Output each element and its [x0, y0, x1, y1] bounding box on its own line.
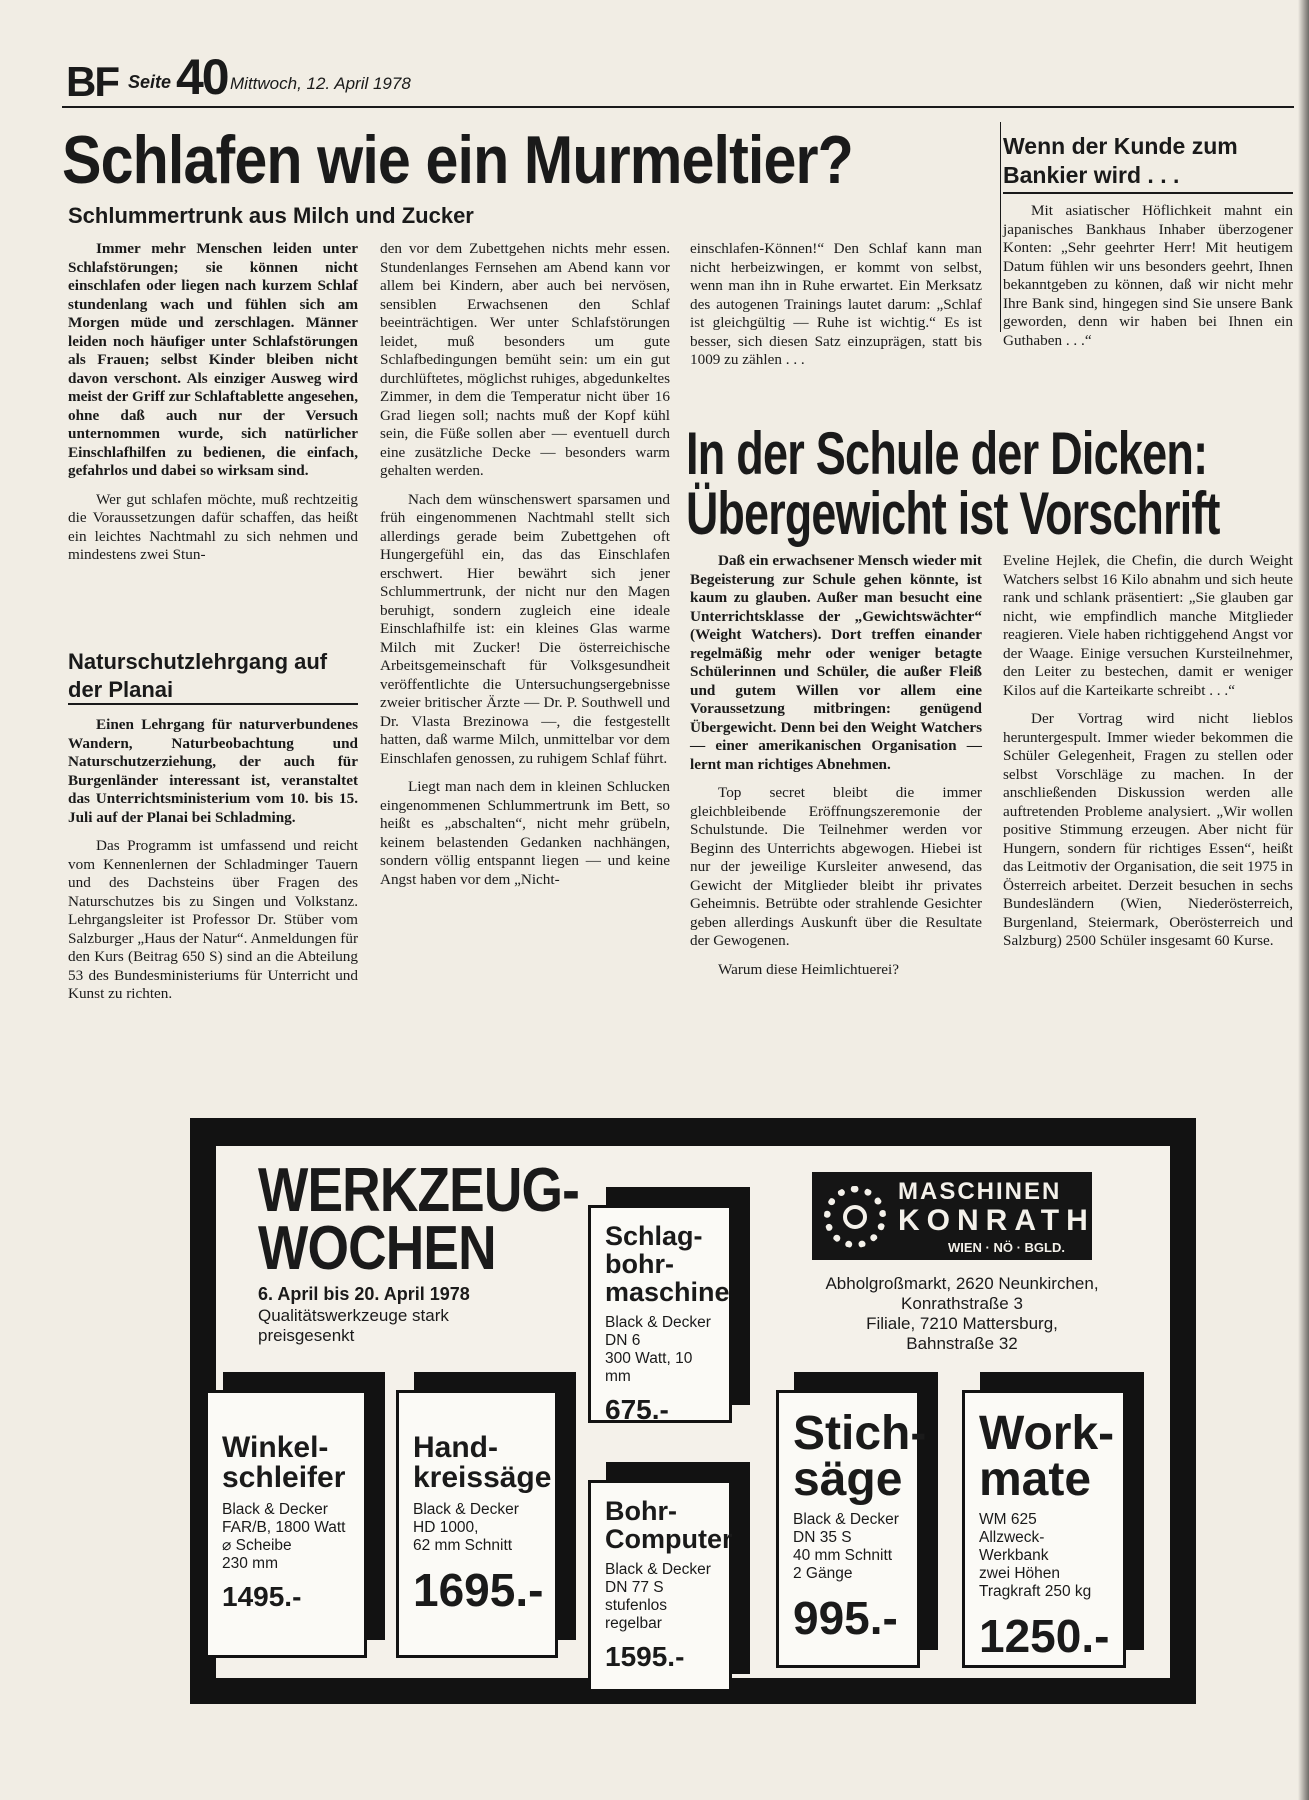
product-bohrcomputer: [588, 1480, 732, 1692]
product-handkreissaege: [396, 1390, 558, 1658]
page-label: Seite: [128, 72, 172, 92]
article-paragraph: Nach dem wünschenswert sparsamen und früh eingenommenen Nachtmahl stellt sich allerdings gerade beim Zubettgehen oft Hungergefühl ein, das das Einschlafen erschwert. Hier bewährt sich jener Schlummertrunk, der nicht nur den Magen beruhigt, sondern zugleich eine ideale Einschlafhilfe ist: ein kleines Glas warme Milch mit Zucker! Die österreichische Arbeitsgemeinschaft für Volksgesundheit veröffentlichte die Untersuchungsergebnisse zweier britischer Ärzte — Dr. P. Southwell und Dr. Vlasta Brezinowa —, die festgestellt hatten, daß warme Milch, unmittelbar vor dem Einschlafen genossen, zu ruhigem Schlaf führt.: [380, 490, 670, 767]
weight-headline-line2: Übergewicht ist Vorschrift: [686, 480, 1220, 547]
product-desc: Black & Decker DN 6 300 Watt, 10 mm: [605, 1314, 711, 1385]
article-paragraph: Liegt man nach dem in kleinen Schlucken eingenommenen Schlummertrunk im Bett, so heißt es „abschalten“, nicht mehr grübeln, keinem belastenden Gedanken nachhängen, sondern völlig entspannt liegen — und keine Angst haben vor dem „Nicht-: [380, 778, 670, 888]
konrath-logo: [812, 1172, 1095, 1260]
newspaper-brand: BF: [66, 58, 118, 105]
masthead-rule: [62, 106, 1294, 108]
article-paragraph: Das Programm ist umfassend und reicht vom Kennenlernen der Schladminger Tauern und des Dachsteins über Fragen des Naturschutzes bis zu Singen und Volkstanz. Lehrgangsleiter ist Professor Dr. Stüber vom Salzburger „Haus der Natur“. Anmeldungen für den Kurs (Beitrag 650 S) sind an die Abteilung 53 des Bundesministeriums für Unterricht und Kunst zu richten.: [68, 837, 358, 1002]
weight-headline-line1: In der Schule der Dicken:: [686, 420, 1208, 487]
article-column-2: [380, 240, 670, 889]
product-workmate: [962, 1390, 1126, 1668]
issue-date: Mittwoch, 12. April 1978: [230, 74, 411, 93]
product-stichsaege: [776, 1390, 927, 1668]
section-rule: [1003, 192, 1293, 194]
product-name: Stich- säge: [793, 1407, 927, 1506]
ad-dates: 6. April bis 20. April 1978: [258, 1284, 470, 1304]
article-column-3: [690, 240, 982, 370]
article-paragraph: den vor dem Zubettgehen nichts mehr essen. Stundenlanges Fernsehen am Abend kann vor allem bei Kindern, aber auch bei nervösen, sensiblen Erwachsenen den Schlaf beeinträchtigen. Wer unter Schlafstörungen leidet, muß besonders um gute Schlafbedingungen bemüht sein: um ein gut durchlüftetes, möglichst ruhiges, abgedunkeltes Zimmer, in dem die Temperatur nicht über 16 Grad liegen soll; nachts muß der Kopf kühl sein, die Füße sollen aber — eventuell durch eine zusätzliche Decke — besonders warm gehalten werden.: [380, 240, 670, 479]
weight-column-2: [1003, 552, 1293, 951]
logo-top: MASCHINEN: [898, 1178, 1062, 1205]
product-price: 1250.-: [979, 1610, 1110, 1662]
article-paragraph: Warum diese Heimlichtuerei?: [718, 960, 899, 978]
logo-sub: WIEN · NÖ · BGLD.: [948, 1240, 1065, 1255]
article-subhead: Schlummertrunk aus Milch und Zucker: [68, 203, 474, 228]
product-desc: Black & Decker HD 1000, 62 mm Schnitt: [413, 1501, 519, 1554]
article-lead: Daß ein erwachsener Mensch wieder mit Begeisterung zur Schule gehen könnte, ist kaum zu glauben. Außer man besucht eine Unterrichtsklasse der „Gewichtswächter“ (Weight Watchers). Dort treffen einander regelmäßig mehr oder weniger betagte Schülerinnen und Schüler, die außer Fleiß und gutem Willen vor allem eine Voraussetzung mitbringen: genügend Übergewicht. Denn bei den Weight Watchers — einer amerikanischen Organisation — lernt man richtiges Abnehmen.: [690, 552, 982, 773]
product-price: 995.-: [793, 1592, 898, 1644]
product-name: Hand- kreissäge: [413, 1431, 552, 1494]
product-price: 1495.-: [222, 1581, 302, 1612]
page-edge-shadow: [1298, 0, 1309, 1800]
product-name: Bohr- Computer: [605, 1496, 733, 1554]
ad-title-line1: WERKZEUG-: [258, 1156, 580, 1225]
product-desc: Black & Decker DN 77 S stufenlos regelbar: [605, 1561, 711, 1632]
article-paragraph: einschlafen-Können!“ Den Schlaf kann man nicht herbeizwingen, er kommt von selbst, wenn man ihn in Ruhe erwartet. Ein Merksatz des autogenen Trainings lautet darum: „Schlaf ist gleichgültig — Ruhe ist wichtig.“ Es ist besser, sich diesen Satz einzuprägen, statt bis 1009 zu zählen . . .: [690, 240, 982, 368]
naturschutz-title: Naturschutzlehrgang auf der Planai: [68, 649, 328, 702]
product-price: 1695.-: [413, 1564, 544, 1616]
ad-address: Abholgroßmarkt, 2620 Neunkirchen, Konrathstraße 3 Filiale, 7210 Mattersburg, Bahnstraße 32: [825, 1274, 1099, 1353]
ad-tagline: Qualitätswerkzeuge stark preisgesenkt: [258, 1306, 449, 1345]
product-name: Winkel- schleifer: [222, 1431, 346, 1494]
weight-column-1: [690, 552, 982, 979]
article-lead: Einen Lehrgang für naturverbundenes Wandern, Naturbeobachtung und Naturschutzerziehung, der auch für Burgenländer interessant ist, veranstaltet das Unterrichtsministerium vom 10. bis 15. Juli auf der Planai bei Schladming.: [68, 716, 358, 826]
logo-name: KONRATH: [898, 1204, 1095, 1237]
article-paragraph: Eveline Hejlek, die Chefin, die durch Weight Watchers selbst 16 Kilo abnahm und sich heute rank und schlank präsentiert: „Sie glauben gar nicht, wie empfindlich manche Mitglieder reagieren. Viele haben richtiggehend Angst vor der Waage. Einige versuchen Kursteilnehmer, den Leiter zu bestechen, damit er weniger Kilos auf die Karteikarte schreibt . . .“: [1003, 552, 1293, 699]
article-paragraph: Der Vortrag wird nicht lieblos heruntergespult. Immer wieder bekommen die Schüler Gelegenheit, Fragen zu stellen oder selbst Vorschläge zu machen. In der anschließenden Diskussion werden alle auftretenden Probleme analysiert. „Wir wollen positive Stimmung erzeugen. Aber nicht für Hungern, sondern für richtiges Essen“, heißt das Leitmotiv der Organisation, die seit 1975 in Österreich arbeitet. Derzeit besuchen in sechs Bundesländern (Wien, Niederösterreich, Burgenland, Steiermark, Oberösterreich und Salzburg) 2500 Schüler insgesamt 60 Kurse.: [1003, 710, 1293, 949]
gear-icon: [824, 1186, 886, 1248]
product-price: 1595.-: [605, 1641, 685, 1672]
article-column-1: [68, 240, 358, 565]
article-paragraph: Top secret bleibt die immer gleichbleibende Eröffnungszeremonie der Schulstunde. Die Teilnehmer werden vor Beginn des Unterrichts abgewogen. Hiebei ist nur der jeweilige Kursleiter anwesend, das Gewicht der Mitglieder bleibt ihr privates Geheimnis. Betrübte oder strahlende Gesichter geben allerdings Auskunft über die Resultate der Gewogenen.: [690, 784, 982, 949]
product-desc: WM 625 Allzweck- Werkbank zwei Höhen Tragkraft 250 kg: [979, 1511, 1092, 1600]
column-divider: [1000, 122, 1001, 332]
article-headline: Schlafen wie ein Murmeltier?: [62, 122, 853, 198]
product-name: Work- mate: [979, 1407, 1115, 1506]
section-rule: [68, 703, 358, 705]
article-paragraph: Mit asiatischer Höflichkeit mahnt ein japanisches Bankhaus Inhaber überzogener Konten: „Sehr geehrter Herr! Mit heutigem Datum fühlen wir uns besonders geehrt, Ihnen bekanntgeben zu können, daß wir nicht mehr Ihre Bank sind, hingegen sind Sie unsere Bank geworden, denn wir haben bei Ihnen ein Guthaben . . .“: [1003, 202, 1293, 349]
product-name: Schlag- bohr- maschine: [605, 1221, 730, 1307]
product-price: 675.-: [605, 1394, 669, 1425]
bankier-title: Wenn der Kunde zum Bankier wird . . .: [1003, 133, 1238, 188]
product-desc: Black & Decker DN 35 S 40 mm Schnitt 2 Gänge: [793, 1511, 899, 1582]
bankier-article: [1003, 202, 1293, 350]
product-desc: Black & Decker FAR/B, 1800 Watt ⌀ Scheibe 230 mm: [222, 1501, 346, 1572]
article-lead: Immer mehr Menschen leiden unter Schlafstörungen; sie können nicht einschlafen oder liegen nach kurzem Schlaf stundenlang wach und fühlen sich am Morgen müde und zerschlagen. Männer leiden noch häufiger unter Schlafstörungen als Frauen; selbst Kinder bleiben nicht davon verschont. Als einziger Ausweg wird meist der Griff zur Schlaftablette angesehen, ohne daß auch nur der Versuch unternommen wurde, sich natürlicher Einschlafhilfen zu bedienen, die einfach, gefahrlos und dabei so wirksam sind.: [68, 240, 358, 479]
article-paragraph: Wer gut schlafen möchte, muß rechtzeitig die Voraussetzungen dafür schaffen, das heißt ein leichtes Nachtmahl zu sich nehmen und mindestens zwei Stun-: [68, 490, 358, 563]
naturschutz-article: [68, 716, 358, 1004]
product-winkelschleifer: [205, 1390, 367, 1658]
page-number: 40: [176, 49, 228, 105]
ad-title-line2: WOCHEN: [258, 1214, 496, 1283]
product-schlagbohrmaschine: [588, 1205, 732, 1423]
